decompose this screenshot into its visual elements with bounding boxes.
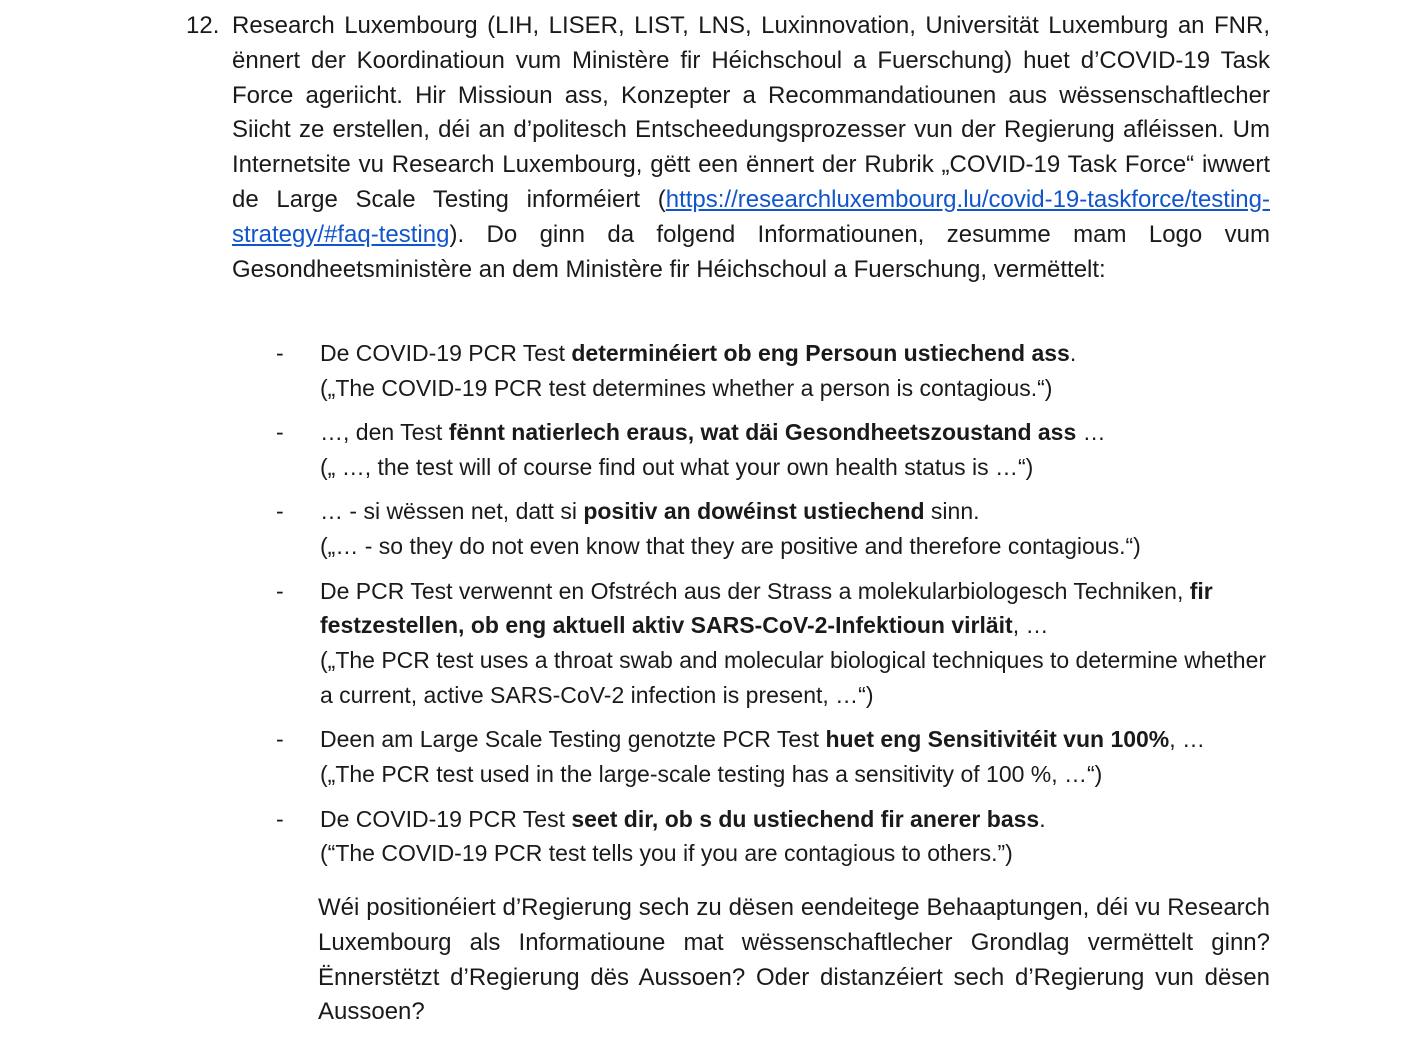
claim-translation: („ …, the test will of course find out what your own health status is …“)	[320, 453, 1034, 480]
claim-translation: („… - so they do not even know that they are positive and therefore contagious.“)	[320, 533, 1141, 560]
item-number: 12.	[186, 12, 220, 39]
list-item	[232, 336, 1272, 406]
claim-text: … - si wëssen net, datt si positiv an dowéinst ustiechend sinn.	[320, 498, 980, 525]
list-dash: -	[276, 419, 284, 446]
claim-text: De COVID-19 PCR Test seet dir, ob s du ustiechend fir anerer bass.	[320, 805, 1046, 832]
claim-text: De PCR Test verwennt en Ofstréch aus der Strass a molekularbiologesch Techniken, fir festzestellen, ob eng aktuell aktiv SARS-CoV-2-Infektioun virläit, …	[320, 577, 1213, 639]
list-item	[232, 802, 1272, 872]
question-paragraph: Wéi positionéiert d’Regierung sech zu dësen eendeitege Behaaptungen, déi vu Research Luxembourg als Informatioune mat wëssenschaftlecher Grondlag vermëttelt ginn? Ënnerstëtzt d’Regierung dës Aussoen? Oder distanzéiert sech d’Regierung vun dësen Aussoen?	[318, 894, 1270, 1026]
list-item	[232, 494, 1272, 564]
intro-text-before-link: Research Luxembourg (LIH, LISER, LIST, LNS, Luxinnovation, Universität Luxemburg an FNR, ënnert der Koordinatioun vum Ministère fir Héichschoul a Fuerschung) huet d’COVID-19 Task Force ageriicht. Hir Missioun ass, Konzepter a Recommandatiounen aus wëssenschaftlecher Siicht ze erstellen, déi an d’politesch Entscheedungsprozesser vun der Regierung afléissen. Um Internetsite vu Research Luxembourg, gëtt een ënnert der Rubrik „COVID-19 Task Force“ iwwert de Large Scale Testing informéiert (	[232, 12, 1270, 213]
claim-text: De COVID-19 PCR Test determinéiert ob eng Persoun ustiechend ass.	[320, 340, 1077, 366]
list-item	[232, 574, 1272, 713]
list-item	[232, 722, 1272, 792]
list-dash: -	[276, 805, 284, 832]
claim-emphasis: fir festzestellen, ob eng aktuell aktiv SARS-CoV-2-Infektioun virläit	[320, 577, 1213, 639]
list-dash: -	[276, 577, 284, 604]
claim-emphasis: huet eng Sensitivitéit vun 100%	[825, 726, 1170, 753]
intro-text-after-link: ). Do ginn da folgend Informatiounen, zesumme mam Logo vum Gesondheetsministère an dem Ministère fir Héichschoul a Fuerschung, vermëttelt:	[232, 220, 1270, 283]
claim-text: Deen am Large Scale Testing genotzte PCR Test huet eng Sensitivitéit vun 100%, …	[320, 726, 1206, 753]
list-dash: -	[276, 498, 284, 525]
claim-emphasis: seet dir, ob s du ustiechend fir anerer bass	[571, 805, 1040, 832]
claim-translation: (“The COVID-19 PCR test tells you if you are contagious to others.”)	[320, 840, 1013, 867]
intro-paragraph	[232, 9, 1270, 287]
claim-text: …, den Test fënnt natierlech eraus, wat däi Gesondheetszoustand ass …	[320, 419, 1106, 446]
claim-emphasis: determinéiert ob eng Persoun ustiechend ass	[571, 340, 1070, 366]
claim-translation: („The PCR test used in the large-scale testing has a sensitivity of 100 %, …“)	[320, 761, 1103, 788]
list-dash: -	[276, 340, 284, 366]
claim-translation: („The PCR test uses a throat swab and molecular biological techniques to determine whether a current, active SARS-CoV-2 infection is present, …“)	[320, 647, 1267, 708]
claim-emphasis: positiv an dowéinst ustiechend	[583, 498, 925, 525]
list-item	[232, 415, 1272, 485]
faq-testing-link[interactable]: https://researchluxembourg.lu/covid-19-taskforce/testing-strategy/#faq-testing	[232, 185, 1270, 248]
list-dash: -	[276, 726, 284, 753]
claim-translation: („The COVID-19 PCR test determines whether a person is contagious.“)	[320, 374, 1053, 401]
claim-emphasis: fënnt natierlech eraus, wat däi Gesondheetszoustand ass	[448, 419, 1077, 446]
claims-list	[232, 336, 1272, 881]
